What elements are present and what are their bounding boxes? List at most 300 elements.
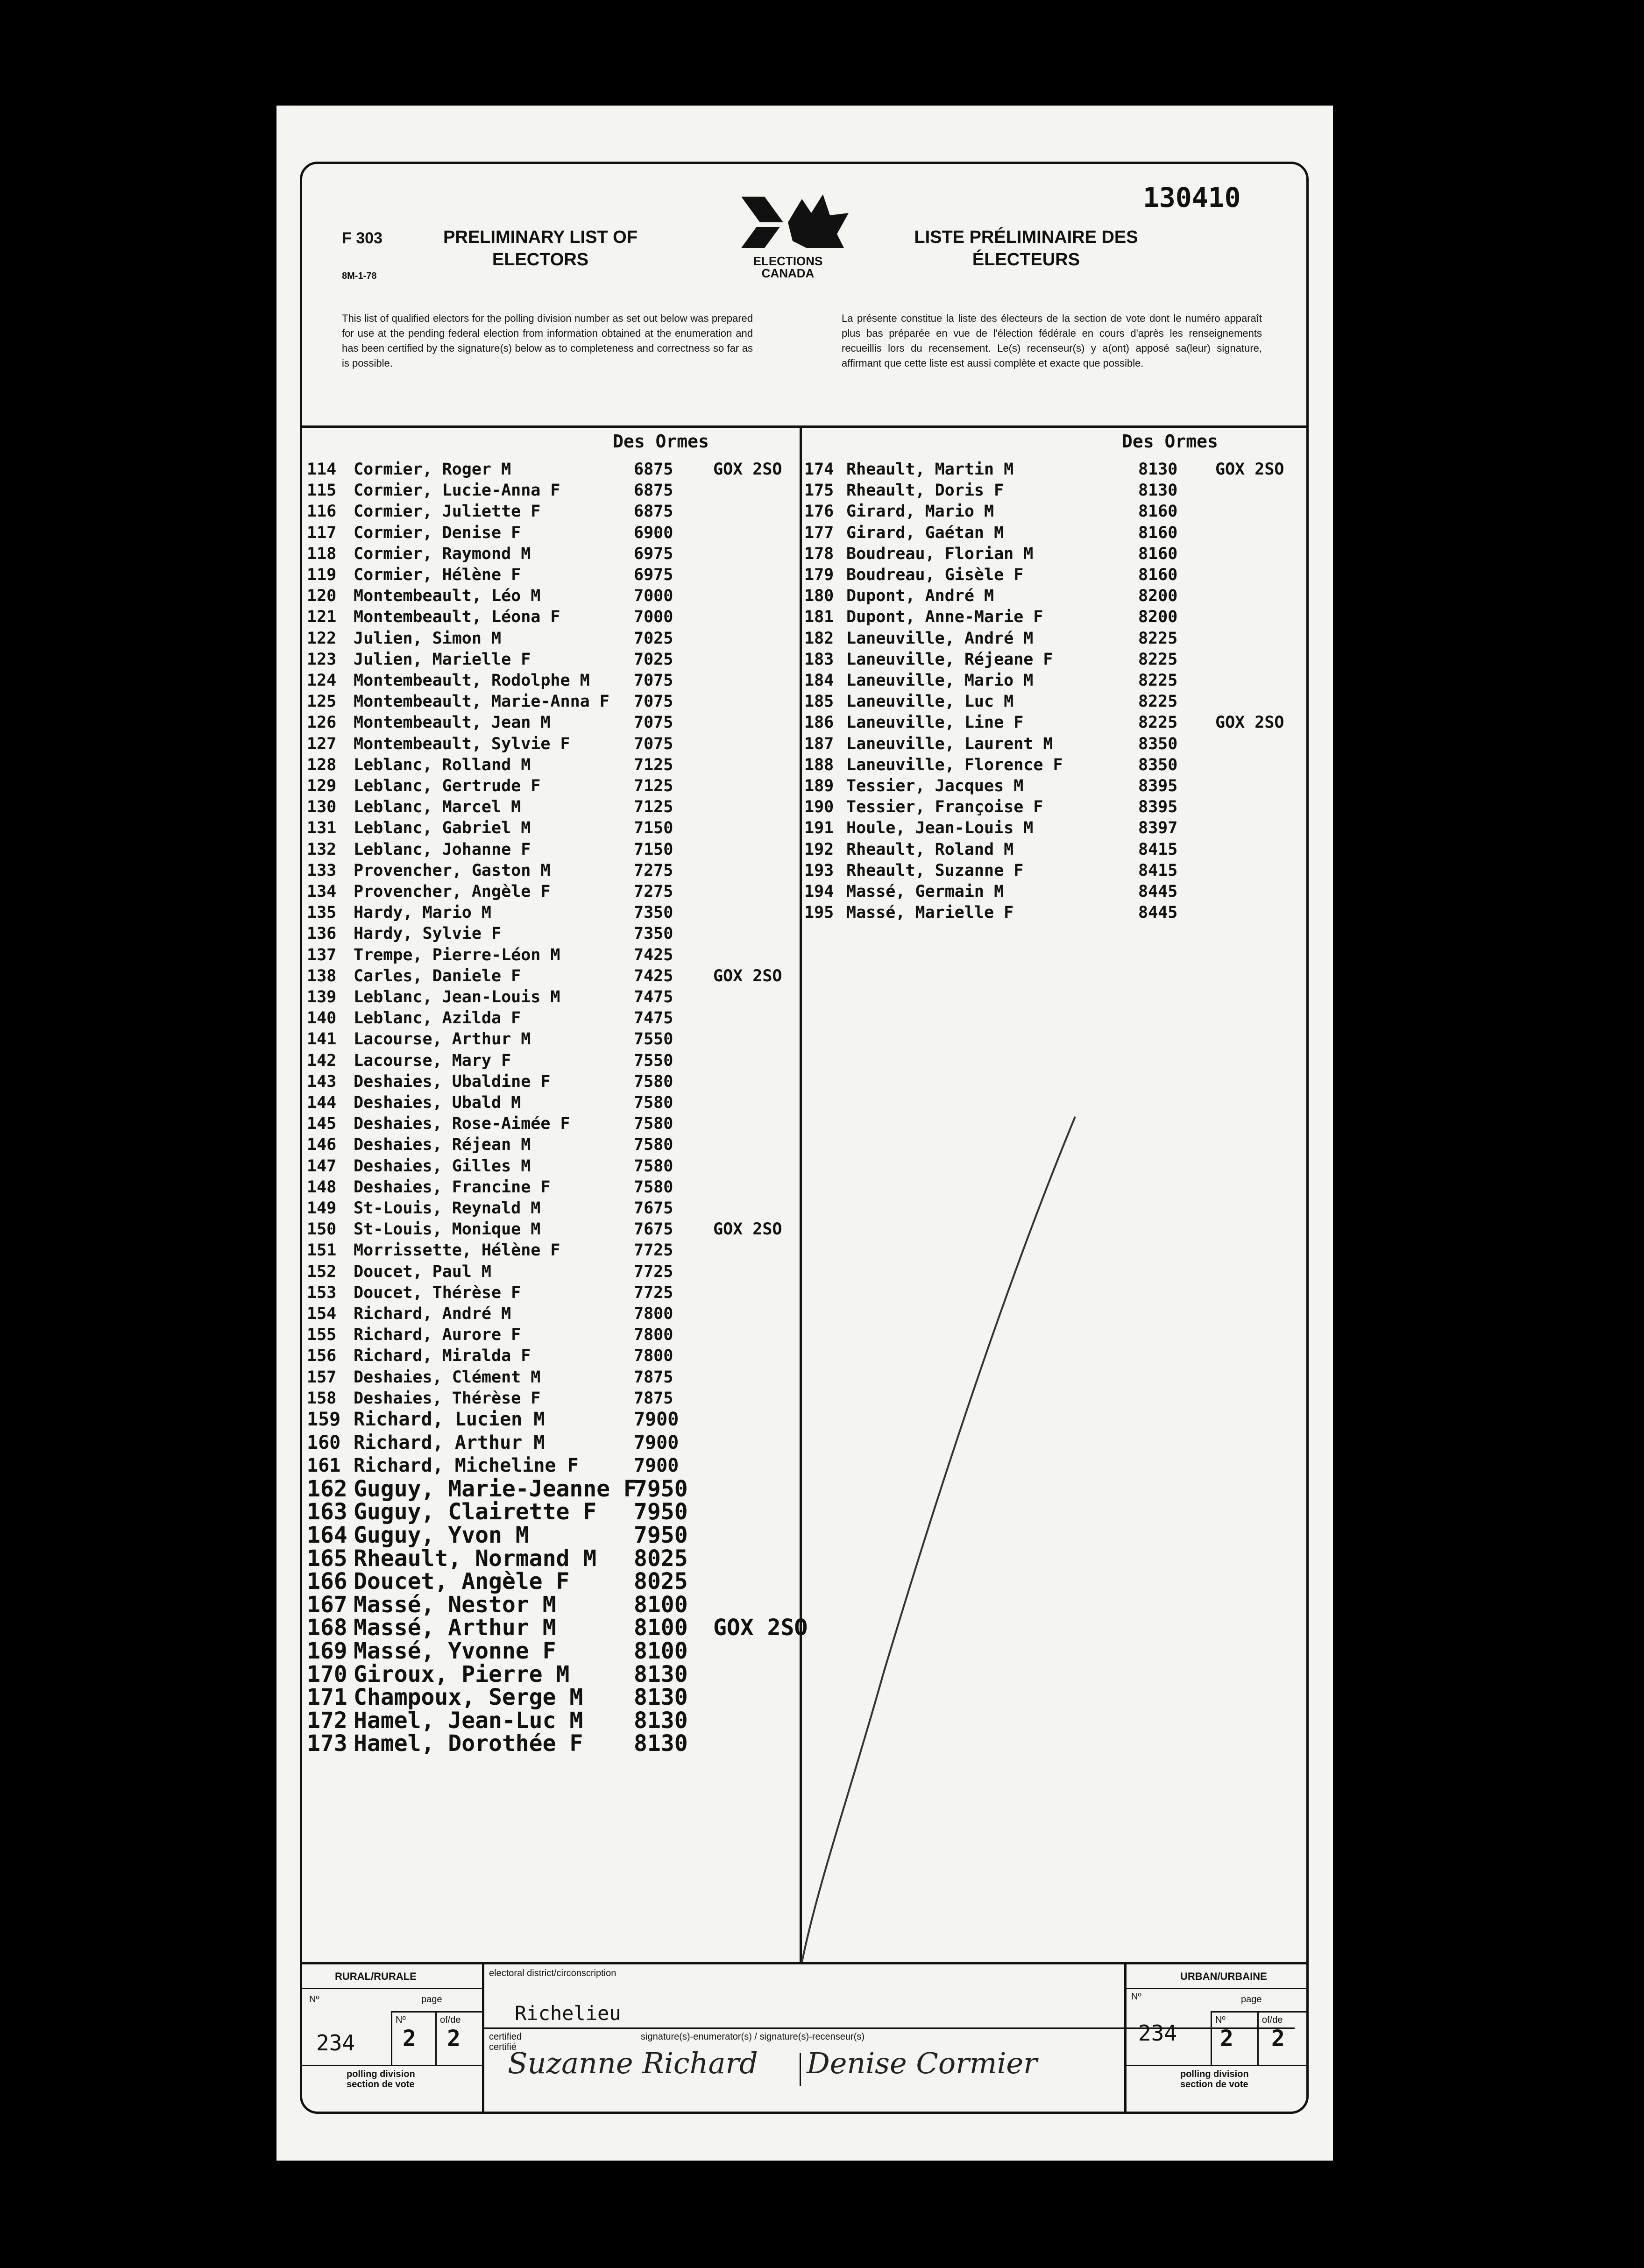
elector-number: 166: [307, 1568, 347, 1595]
urban-of-label: of/de: [1262, 2015, 1283, 2025]
elector-number: 153: [307, 1283, 337, 1302]
elector-address: 8445: [1138, 882, 1178, 901]
elector-address: 7350: [634, 903, 673, 922]
elector-name: Richard, Lucien M: [354, 1409, 545, 1430]
elector-address: 8225: [1138, 671, 1178, 690]
rural-bottom-rule: [302, 2065, 482, 2066]
elector-name: Leblanc, Jean-Louis M: [354, 988, 560, 1006]
elector-address: 7580: [634, 1135, 673, 1155]
district-label: electoral district/circonscription: [489, 1968, 616, 1978]
elector-address: 6975: [634, 544, 673, 563]
elector-name: Dupont, Anne-Marie F: [846, 608, 1043, 627]
note-french: La présente constitue la liste des électeurs de la section de vote dont le numéro apparaît plus bas préparée en vue de l'élection fédérale en cours d'après les renseignements recueillis lors du recensement. Le(s) recenseur(s) y a(ont) apposé sa(leur) signature, affirmant que cette liste est aussi complète et exacte que possible.: [842, 312, 1262, 369]
elector-number: 179: [804, 566, 834, 584]
signature-divider: [800, 2053, 801, 2086]
elector-number: 118: [307, 544, 337, 563]
elector-address: 7000: [634, 587, 673, 606]
elector-address: 8395: [1138, 798, 1178, 817]
rural-divider-1: [391, 2011, 392, 2065]
elector-address: 7580: [634, 1114, 673, 1134]
elector-name: Laneuville, André M: [846, 629, 1034, 648]
elector-address: 7800: [634, 1304, 673, 1323]
elector-name: Champoux, Serge M: [354, 1684, 583, 1711]
form-frame: [300, 162, 1309, 2114]
elector-address: 8200: [1138, 608, 1178, 627]
elector-number: 132: [307, 840, 337, 859]
elector-number: 159: [307, 1409, 341, 1430]
elector-name: Laneuville, Line F: [846, 713, 1024, 732]
elector-address: 8160: [1138, 566, 1178, 584]
elector-number: 135: [307, 903, 337, 922]
elector-address: 7075: [634, 713, 673, 732]
elector-name: Doucet, Paul M: [354, 1262, 492, 1281]
elector-address: 8130: [634, 1684, 688, 1711]
elector-address: 8415: [1138, 861, 1178, 880]
elector-number: 145: [307, 1114, 337, 1134]
elector-row: [302, 628, 1306, 649]
elector-number: 163: [307, 1499, 347, 1525]
elector-postal-code: GOX 2SO: [1215, 460, 1284, 479]
elector-name: Leblanc, Marcel M: [354, 798, 521, 817]
elector-address: 8397: [1138, 819, 1178, 838]
elector-postal-code: GOX 2SO: [713, 460, 782, 479]
elector-number: 155: [307, 1325, 337, 1345]
elector-address: 7580: [634, 1093, 673, 1112]
elector-row: [302, 1008, 1306, 1028]
elector-name: Massé, Yvonne F: [354, 1638, 556, 1664]
elector-number: 187: [804, 734, 834, 753]
elector-number: 158: [307, 1389, 337, 1408]
elector-number: 131: [307, 819, 337, 838]
elector-name: Deshaies, Gilles M: [354, 1156, 531, 1176]
urban-box-left-rule: [1124, 1962, 1127, 2112]
elector-address: 8225: [1138, 713, 1178, 732]
elector-row: [302, 818, 1306, 838]
elector-name: Houle, Jean-Louis M: [846, 819, 1034, 838]
elector-number: 130: [307, 798, 337, 817]
elector-number: 195: [804, 903, 834, 922]
maple-leaf-x-icon: [732, 190, 853, 260]
elector-number: 149: [307, 1199, 337, 1218]
elector-name: St-Louis, Monique M: [354, 1220, 541, 1239]
elector-row: [302, 923, 1306, 944]
elector-address: 7800: [634, 1325, 673, 1345]
elector-number: 194: [804, 882, 834, 901]
elector-number: 146: [307, 1135, 337, 1155]
elector-name: Laneuville, Luc M: [846, 692, 1014, 711]
rural-label: RURAL/RURALE: [335, 1970, 417, 1982]
elector-number: 123: [307, 650, 337, 669]
elector-number: 144: [307, 1093, 337, 1112]
elector-address: 7025: [634, 650, 673, 669]
elector-name: Giroux, Pierre M: [354, 1661, 570, 1687]
elector-name: Richard, Arthur M: [354, 1432, 545, 1453]
elector-row: [302, 881, 1306, 902]
elector-number: 170: [307, 1661, 347, 1687]
elector-number: 154: [307, 1304, 337, 1323]
elector-address: 8130: [1138, 460, 1178, 479]
elector-name: Richard, Aurore F: [354, 1325, 521, 1345]
elector-row: [302, 459, 1306, 480]
elector-address: 8200: [1138, 587, 1178, 606]
elector-row: [302, 670, 1306, 691]
elector-address: 7950: [634, 1499, 688, 1525]
elector-name: Boudreau, Florian M: [846, 544, 1034, 563]
elector-row: [302, 966, 1306, 986]
elector-name: Richard, Miralda F: [354, 1347, 531, 1366]
elector-number: 147: [307, 1156, 337, 1176]
elector-number: 143: [307, 1072, 337, 1091]
elector-address: 7550: [634, 1051, 673, 1070]
elector-row: [302, 987, 1306, 1007]
elector-number: 168: [307, 1615, 347, 1641]
elector-row: [302, 586, 1306, 606]
rural-section-label: section de vote: [347, 2079, 415, 2090]
elector-address: 8160: [1138, 523, 1178, 542]
elector-address: 7580: [634, 1156, 673, 1176]
elector-number: 140: [307, 1009, 337, 1028]
rural-no-label: Nº: [309, 1994, 319, 2005]
elector-number: 186: [804, 713, 834, 732]
elector-name: Deshaies, Clément M: [354, 1368, 541, 1387]
certified-label: certified: [489, 2032, 522, 2042]
elector-row: [302, 607, 1306, 627]
header-divider: [302, 425, 1306, 428]
elector-address: 7025: [634, 629, 673, 648]
elector-number: 184: [804, 671, 834, 690]
elector-name: Hardy, Mario M: [354, 903, 492, 922]
urban-of-number: 2: [1271, 2026, 1285, 2052]
elector-number: 175: [804, 481, 834, 500]
elections-canada-logo: [732, 190, 853, 288]
elector-row: [302, 523, 1306, 543]
elector-address: 7425: [634, 966, 673, 985]
elector-row: [302, 776, 1306, 796]
elector-row: [302, 755, 1306, 775]
elector-row: [302, 565, 1306, 585]
elector-address: 7580: [634, 1072, 673, 1091]
elector-number: 183: [804, 650, 834, 669]
elector-name: Leblanc, Rolland M: [354, 755, 531, 774]
elector-name: Deshaies, Réjean M: [354, 1135, 531, 1155]
elector-name: Morrissette, Hélène F: [354, 1241, 560, 1260]
elector-number: 164: [307, 1522, 347, 1548]
elector-postal-code: GOX 2SO: [713, 1615, 808, 1641]
elector-address: 8415: [1138, 840, 1178, 859]
elector-number: 182: [804, 629, 834, 648]
elector-number: 139: [307, 988, 337, 1006]
elector-number: 134: [307, 882, 337, 901]
elector-row: [302, 902, 1306, 923]
elector-name: Richard, André M: [354, 1304, 511, 1323]
elector-number: 121: [307, 608, 337, 627]
elector-address: 6875: [634, 460, 673, 479]
elector-address: 7350: [634, 924, 673, 943]
elector-name: Girard, Mario M: [846, 502, 994, 521]
elector-address: 8350: [1138, 755, 1178, 774]
elector-number: 151: [307, 1241, 337, 1260]
elector-name: Tessier, Jacques M: [846, 777, 1024, 795]
elector-address: 6900: [634, 523, 673, 542]
elector-address: 8025: [634, 1568, 688, 1595]
elector-row: [302, 480, 1306, 501]
elector-number: 116: [307, 502, 337, 521]
elector-number: 150: [307, 1220, 337, 1239]
elector-address: 7000: [634, 608, 673, 627]
elector-address: 8100: [634, 1591, 688, 1618]
rural-label-rule: [302, 1988, 482, 1989]
elector-address: 7725: [634, 1283, 673, 1302]
urban-label: URBAN/URBAINE: [1180, 1970, 1267, 1982]
elector-number: 120: [307, 587, 337, 606]
form-number: F 303: [342, 229, 383, 247]
elector-number: 171: [307, 1684, 347, 1711]
elector-number: 141: [307, 1030, 337, 1049]
elector-name: Deshaies, Ubald M: [354, 1093, 521, 1112]
elector-name: Laneuville, Laurent M: [846, 734, 1053, 753]
elector-number: 169: [307, 1638, 347, 1664]
elector-number: 122: [307, 629, 337, 648]
elector-address: 8225: [1138, 692, 1178, 711]
elector-address: 7275: [634, 882, 673, 901]
signature-label: signature(s)-enumerator(s) / signature(s)-recenseur(s): [641, 2032, 865, 2042]
elector-name: Deshaies, Rose-Aimée F: [354, 1114, 570, 1134]
elector-address: 7900: [634, 1455, 679, 1477]
urban-label-rule: [1124, 1988, 1306, 1989]
elector-name: Montembeault, Jean M: [354, 713, 551, 732]
elector-number: 125: [307, 692, 337, 711]
elector-name: Dupont, André M: [846, 587, 994, 606]
elector-name: Laneuville, Réjeane F: [846, 650, 1053, 669]
elector-number: 180: [804, 587, 834, 606]
urban-section-label: section de vote: [1180, 2079, 1248, 2090]
elector-address: 7275: [634, 861, 673, 880]
elector-address: 6975: [634, 566, 673, 584]
elector-address: 7900: [634, 1409, 679, 1430]
elector-row: [302, 712, 1306, 733]
elector-name: Rheault, Roland M: [846, 840, 1014, 859]
elector-number: 181: [804, 608, 834, 627]
elector-name: Montembeault, Marie-Anna F: [354, 692, 609, 711]
elector-address: 7675: [634, 1199, 673, 1218]
elector-name: Montembeault, Sylvie F: [354, 734, 570, 753]
elector-address: 8130: [634, 1707, 688, 1734]
elector-address: 8130: [1138, 481, 1178, 500]
electoral-list-sheet: [276, 106, 1333, 2161]
elector-address: 8130: [634, 1730, 688, 1757]
elector-name: Cormier, Lucie-Anna F: [354, 481, 560, 500]
elector-address: 7150: [634, 840, 673, 859]
signature-enumerator-2: Denise Cormier: [807, 2046, 1037, 2080]
elector-name: Girard, Gaétan M: [846, 523, 1004, 542]
elector-address: 7475: [634, 1009, 673, 1028]
elector-address: 7580: [634, 1177, 673, 1197]
elector-address: 7950: [634, 1522, 688, 1548]
elector-name: Leblanc, Johanne F: [354, 840, 531, 859]
elector-address: 7125: [634, 777, 673, 795]
elector-number: 117: [307, 523, 337, 542]
elector-postal-code: GOX 2SO: [713, 966, 782, 985]
elector-name: St-Louis, Reynald M: [354, 1199, 541, 1218]
elector-number: 192: [804, 840, 834, 859]
elector-number: 165: [307, 1545, 347, 1572]
rural-page-number: 2: [403, 2026, 416, 2052]
urban-divider-1: [1211, 2011, 1212, 2065]
elector-address: 6875: [634, 502, 673, 521]
elector-name: Julien, Marielle F: [354, 650, 531, 669]
elector-number: 137: [307, 945, 337, 964]
elector-address: 7150: [634, 819, 673, 838]
elector-postal-code: GOX 2SO: [1215, 713, 1284, 732]
elector-number: 115: [307, 481, 337, 500]
elector-row: [302, 797, 1306, 817]
elector-address: 7475: [634, 988, 673, 1006]
elector-name: Massé, Nestor M: [354, 1591, 556, 1618]
elector-address: 8100: [634, 1638, 688, 1664]
elector-number: 136: [307, 924, 337, 943]
elector-number: 177: [804, 523, 834, 542]
elector-row: [302, 860, 1306, 881]
district-name: Richelieu: [515, 2002, 621, 2025]
elector-address: 8160: [1138, 502, 1178, 521]
elector-name: Deshaies, Thérèse F: [354, 1389, 541, 1408]
elector-address: 7125: [634, 755, 673, 774]
elector-name: Hardy, Sylvie F: [354, 924, 502, 943]
rural-of-number: 2: [447, 2026, 461, 2052]
elector-row: [302, 691, 1306, 712]
elector-name: Montembeault, Léona F: [354, 608, 560, 627]
elector-row: [302, 544, 1306, 564]
elector-address: 8160: [1138, 544, 1178, 563]
elector-name: Montembeault, Léo M: [354, 587, 541, 606]
elector-address: 8225: [1138, 650, 1178, 669]
elector-number: 176: [804, 502, 834, 521]
elector-number: 138: [307, 966, 337, 985]
elector-name: Tessier, Françoise F: [846, 798, 1043, 817]
elector-name: Deshaies, Ubaldine F: [354, 1072, 551, 1091]
logo-text: ELECTIONS CANADA: [753, 254, 823, 280]
elector-number: 160: [307, 1432, 341, 1453]
note-english: This list of qualified electors for the polling division number as set out below was prepared for use at the pending federal election from information obtained at the enumeration and has been certified by the signature(s) below as to completeness and correctness so far as is possible.: [342, 312, 753, 369]
elector-number: 124: [307, 671, 337, 690]
elector-name: Richard, Micheline F: [354, 1455, 579, 1477]
elector-address: 7725: [634, 1241, 673, 1260]
elector-number: 157: [307, 1368, 337, 1387]
elector-address: 8225: [1138, 629, 1178, 648]
elector-address: 7950: [634, 1475, 688, 1502]
elector-number: 128: [307, 755, 337, 774]
elector-name: Rheault, Suzanne F: [846, 861, 1024, 880]
elector-number: 152: [307, 1262, 337, 1281]
elector-row: [302, 945, 1306, 965]
urban-page-number: 2: [1220, 2026, 1233, 2052]
elector-name: Hamel, Jean-Luc M: [354, 1707, 583, 1734]
elector-address: 8445: [1138, 903, 1178, 922]
elector-name: Carles, Daniele F: [354, 966, 521, 985]
elector-name: Leblanc, Gertrude F: [354, 777, 541, 795]
elector-number: 191: [804, 819, 834, 838]
title-english: PRELIMINARY LIST OF ELECTORS: [443, 227, 638, 269]
elector-name: Deshaies, Francine F: [354, 1177, 551, 1197]
elector-name: Massé, Marielle F: [846, 903, 1014, 922]
elector-name: Provencher, Gaston M: [354, 861, 551, 880]
elector-number: 127: [307, 734, 337, 753]
elector-number: 161: [307, 1455, 341, 1477]
elector-address: 7875: [634, 1389, 673, 1408]
urban-polling-label: polling division: [1180, 2069, 1249, 2079]
elector-row: [302, 1050, 1306, 1071]
elector-number: 185: [804, 692, 834, 711]
elector-name: Doucet, Thérèse F: [354, 1283, 521, 1302]
elector-number: 178: [804, 544, 834, 563]
elector-name: Rheault, Normand M: [354, 1545, 597, 1572]
elector-address: 7075: [634, 671, 673, 690]
serial-number: 130410: [1143, 182, 1241, 213]
elector-name: Hamel, Dorothée F: [354, 1730, 583, 1757]
elector-name: Doucet, Angèle F: [354, 1568, 570, 1595]
elector-name: Massé, Arthur M: [354, 1615, 556, 1641]
elector-name: Rheault, Martin M: [846, 460, 1014, 479]
urban-page-label: page: [1241, 1994, 1262, 2005]
urban-bottom-rule: [1124, 2065, 1306, 2066]
elector-number: 189: [804, 777, 834, 795]
elector-address: 7800: [634, 1347, 673, 1366]
elector-name: Rheault, Doris F: [846, 481, 1004, 500]
elector-row: [302, 1029, 1306, 1049]
elector-address: 7550: [634, 1030, 673, 1049]
elector-name: Massé, Germain M: [846, 882, 1004, 901]
cancel-stroke: [800, 1112, 1080, 1967]
elector-name: Cormier, Juliette F: [354, 502, 541, 521]
certifie-label: certifié: [489, 2042, 517, 2052]
rural-of-label: of/de: [440, 2015, 461, 2025]
elector-row: [302, 734, 1306, 754]
elector-number: 133: [307, 861, 337, 880]
elector-name: Montembeault, Rodolphe M: [354, 671, 590, 690]
rural-polling-label: polling division: [347, 2069, 415, 2079]
elector-number: 190: [804, 798, 834, 817]
elector-name: Leblanc, Gabriel M: [354, 819, 531, 838]
elector-name: Provencher, Angèle F: [354, 882, 551, 901]
urban-no-label: Nº: [1131, 1992, 1141, 2002]
elector-number: 162: [307, 1475, 347, 1502]
signature-enumerator-1: Suzanne Richard: [508, 2046, 758, 2080]
elector-address: 8025: [634, 1545, 688, 1572]
elector-address: 8350: [1138, 734, 1178, 753]
elector-row: [302, 1071, 1306, 1092]
urban-no-label-2: Nº: [1215, 2015, 1226, 2025]
rural-division-number: 234: [316, 2030, 355, 2055]
elector-number: 188: [804, 755, 834, 774]
elector-address: 8395: [1138, 777, 1178, 795]
elector-number: 156: [307, 1347, 337, 1366]
rural-page-label: page: [421, 1994, 442, 2005]
elector-number: 174: [804, 460, 834, 479]
elector-row: [302, 1092, 1306, 1113]
elector-name: Trempe, Pierre-Léon M: [354, 945, 560, 964]
elector-address: 8100: [634, 1615, 688, 1641]
street-name-right: Des Ormes: [1122, 431, 1218, 452]
elector-number: 148: [307, 1177, 337, 1197]
elector-number: 142: [307, 1051, 337, 1070]
elector-number: 173: [307, 1730, 347, 1757]
elector-address: 7900: [634, 1432, 679, 1453]
elector-name: Laneuville, Mario M: [846, 671, 1034, 690]
form-date: 8M-1-78: [342, 271, 377, 281]
elector-address: 7875: [634, 1368, 673, 1387]
elector-address: 7075: [634, 692, 673, 711]
elector-name: Guguy, Yvon M: [354, 1522, 529, 1548]
